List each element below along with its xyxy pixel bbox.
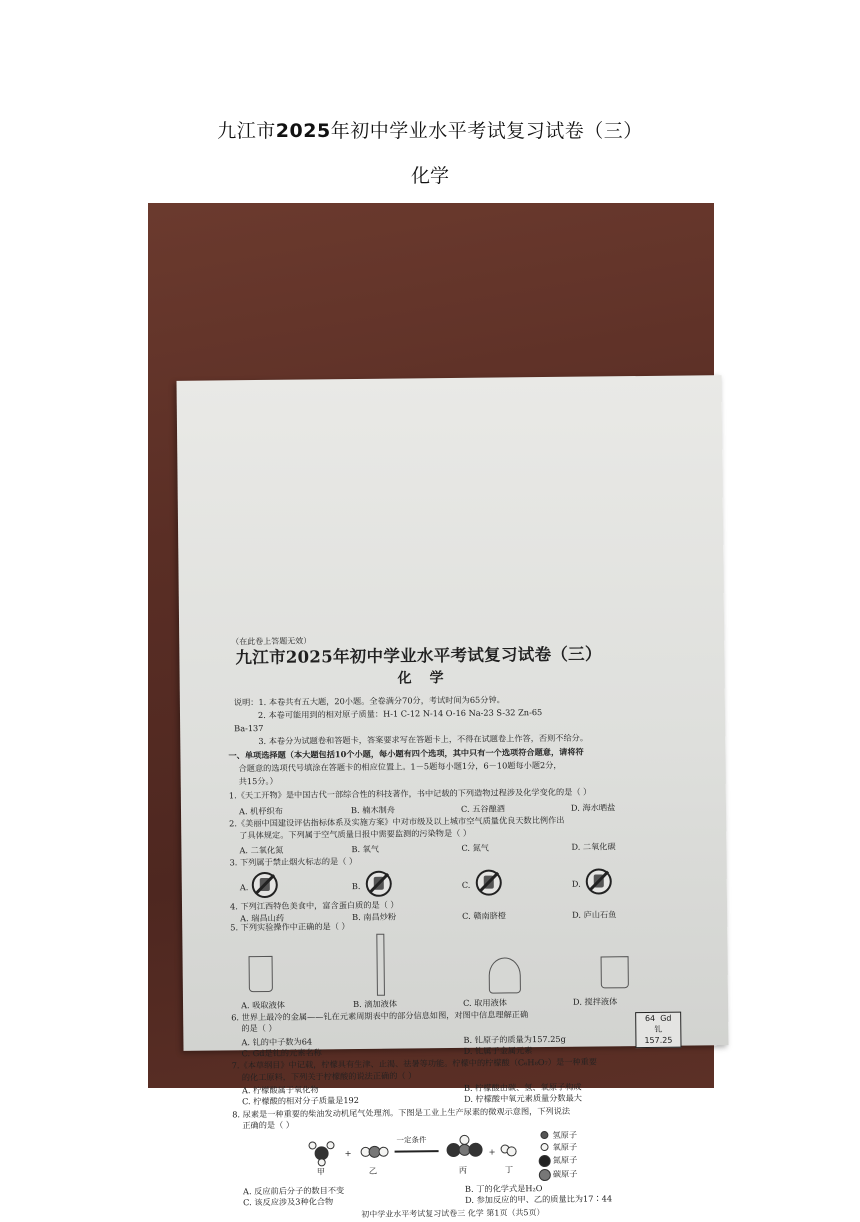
- question-6-cont: 的是（ ）: [241, 1022, 277, 1034]
- document-subtitle: 化学: [410, 165, 449, 187]
- q1-option-b: B. 楠木制舟: [350, 804, 396, 816]
- q7-option-c: C. 柠檬酸的相对分子质量是192: [242, 1095, 359, 1107]
- no-smoking-sign-icon: [366, 871, 392, 897]
- element-symbol: Gd: [660, 1013, 672, 1023]
- q2-option-d: D. 二氧化碳: [571, 841, 616, 852]
- q1-option-c: C. 五谷酿酒: [460, 803, 505, 814]
- q3-option-c: C.: [461, 879, 471, 890]
- pouring-liquid-icon: [489, 957, 521, 993]
- q8-option-d: D. 参加反应的甲、乙的质量比为17∶44: [465, 1193, 613, 1205]
- question-1: 1.《天工开物》是中国古代一部综合性的科技著作，书中记载的下列造物过程涉及化学变化的是（ ）: [228, 786, 592, 801]
- q8-option-b: B. 丁的化学式是H₂O: [464, 1183, 543, 1194]
- question-7: 7.《本草纲目》中记载，柠檬具有生津、止渴、祛暑等功能。柠檬中的柠檬酸（C₆H₈O₇）是一种重要: [231, 1056, 597, 1071]
- legend-hydrogen: 氢原子: [552, 1129, 578, 1140]
- q3-option-d: D.: [571, 878, 581, 889]
- instruction-line: Ba-137: [234, 722, 264, 734]
- section-text: 合题意的选项代号填涂在答题卡的相应位置上。1－5题每小题1分，6－10题每小题2分，: [238, 759, 562, 774]
- q6-option-a: A. 钆的中子数为64: [241, 1036, 313, 1048]
- element-name: 钆: [654, 1024, 663, 1034]
- q8-option-c: C. 该反应涉及3种化合物: [243, 1196, 334, 1208]
- paper-subject: 化学: [397, 669, 462, 687]
- test-tube-icon: [376, 934, 385, 996]
- legend-nitrogen: 氮原子: [552, 1154, 578, 1165]
- exam-paper: [177, 375, 729, 1219]
- question-8: 8. 尿素是一种重要的柴油发动机尾气处理剂。下图是工业上生产尿素的微观示意图，下列说法: [232, 1105, 571, 1120]
- section-heading: 一、单项选择题（本大题包括10个小题，每小题有四个选项，其中只有一个选项符合题意，请将符: [228, 746, 584, 761]
- section-text: 共15分。）: [238, 775, 278, 787]
- instruction-line: 2. 本卷可能用到的相对原子质量：H-1 C-12 N-14 O-16 Na-23 S-32 Zn-65: [257, 707, 543, 721]
- instruction-line: 说明：1. 本卷共有五大题，20小题。全卷满分70分，考试时间为65分钟。: [233, 694, 505, 708]
- q7-option-a: A. 柠檬酸属于氧化物: [241, 1084, 319, 1096]
- question-2: 2.《美丽中国建设评估指标体系及实施方案》中对市级及以上城市空气质量优良天数比例作出: [229, 814, 565, 829]
- legend-oxygen: 氧原子: [552, 1141, 578, 1152]
- question-6: 6. 世界上最冷的金属——钆在元素周期表中的部分信息如图，对图中信息理解正确: [231, 1009, 529, 1023]
- q1-option-d: D. 海水晒盐: [570, 802, 616, 813]
- q5-option-a: A. 吸取液体: [240, 999, 285, 1011]
- label-bing: 丙: [458, 1164, 468, 1175]
- dropper-beaker-icon: [249, 956, 273, 992]
- q6-option-b: B. 钆原子的质量为157.25g: [463, 1033, 566, 1045]
- reaction-condition: 一定条件: [396, 1135, 427, 1145]
- question-7-cont: 的化工原料，下列关于柠檬酸的说法正确的（ ）: [241, 1070, 417, 1083]
- q4-option-b: B. 南昌炒粉: [352, 911, 397, 923]
- no-open-flame-sign-icon: [476, 869, 502, 895]
- q3-option-a: A.: [239, 882, 249, 893]
- paper-title: 九江市2025年初中学业水平考试复习试卷（三）: [235, 644, 602, 668]
- q2-option-a: A. 二氧化氮: [239, 844, 284, 856]
- gadolinium-element-card: [635, 1012, 681, 1048]
- question-8-cont: 正确的是（ ）: [242, 1119, 295, 1131]
- hydrogen-atom: [308, 1141, 316, 1149]
- reaction-arrow-icon: [395, 1150, 439, 1152]
- q3-option-b: B.: [351, 880, 361, 892]
- q5-option-b: B. 滴加液体: [352, 998, 398, 1010]
- oxygen-atom: [507, 1146, 517, 1156]
- title-year: 2025: [275, 120, 331, 142]
- element-number: 64: [644, 1013, 656, 1024]
- label-jia: 甲: [316, 1166, 326, 1177]
- no-fireworks-sign-icon: [586, 868, 612, 894]
- q8-option-a: A. 反应前后分子的数目不变: [242, 1185, 345, 1197]
- stirring-beaker-icon: [601, 956, 629, 988]
- oxygen-atom: [379, 1147, 389, 1157]
- q1-option-a: A. 机杼织布: [238, 805, 283, 817]
- q5-option-c: C. 取用液体: [462, 997, 508, 1008]
- q6-option-d: D. 钆属于金属元素: [463, 1045, 533, 1056]
- question-5: 5. 下列实验操作中正确的是（ ）: [230, 921, 350, 933]
- element-mass: 157.25: [644, 1035, 673, 1046]
- document-title: [0, 116, 860, 143]
- title-prefix: 九江市: [217, 120, 276, 142]
- q6-option-c: C. Gd是钆的元素名称: [241, 1047, 322, 1059]
- q7-option-b: B. 柠檬酸由碳、氢、氧原子构成: [463, 1081, 582, 1093]
- hydrogen-atom: [326, 1141, 334, 1149]
- q2-option-c: C. 氮气: [461, 842, 490, 853]
- legend-carbon: 碳原子: [552, 1168, 578, 1179]
- question-2-cont: 了具体规定。下列属于空气质量日报中需要监测的污染物是（ ）: [239, 827, 472, 841]
- paper-footer: 初中学业水平考试复习试卷三 化学 第1页（共5页）: [361, 1208, 545, 1219]
- question-4: 4. 下列江西特色美食中，富含蛋白质的是（ ）: [229, 899, 399, 912]
- hydrogen-atom: [318, 1158, 326, 1166]
- q7-option-d: D. 柠檬酸中氧元素质量分数最大: [463, 1092, 583, 1104]
- q4-option-d: D. 庐山石鱼: [572, 909, 617, 920]
- q4-option-c: C. 赣南脐橙: [462, 910, 507, 921]
- paper-note: （在此卷上答题无效）: [231, 636, 312, 647]
- label-yi: 乙: [368, 1165, 378, 1176]
- q5-option-d: D. 搅拌液体: [572, 996, 618, 1007]
- title-suffix: 年初中学业水平考试复习试卷（三）: [330, 120, 643, 142]
- reaction-diagram: + 一定条件 + 甲 乙 丙 丁: [177, 375, 722, 381]
- instruction-line: 3. 本卷分为试题卷和答题卡，答案要求写在答题卡上，不得在试题卷上作答，否则不给分。: [258, 732, 589, 747]
- oxygen-atom: [459, 1135, 469, 1145]
- q2-option-b: B. 氧气: [351, 843, 380, 855]
- question-3: 3. 下列属于禁止烟火标志的是（ ）: [229, 856, 358, 868]
- q4-option-a: A. 瑞昌山药: [240, 912, 285, 924]
- exam-photo: [148, 203, 714, 1219]
- no-fire-sign-icon: [252, 872, 278, 898]
- nitrogen-atom: [469, 1143, 483, 1157]
- label-ding: 丁: [504, 1164, 514, 1175]
